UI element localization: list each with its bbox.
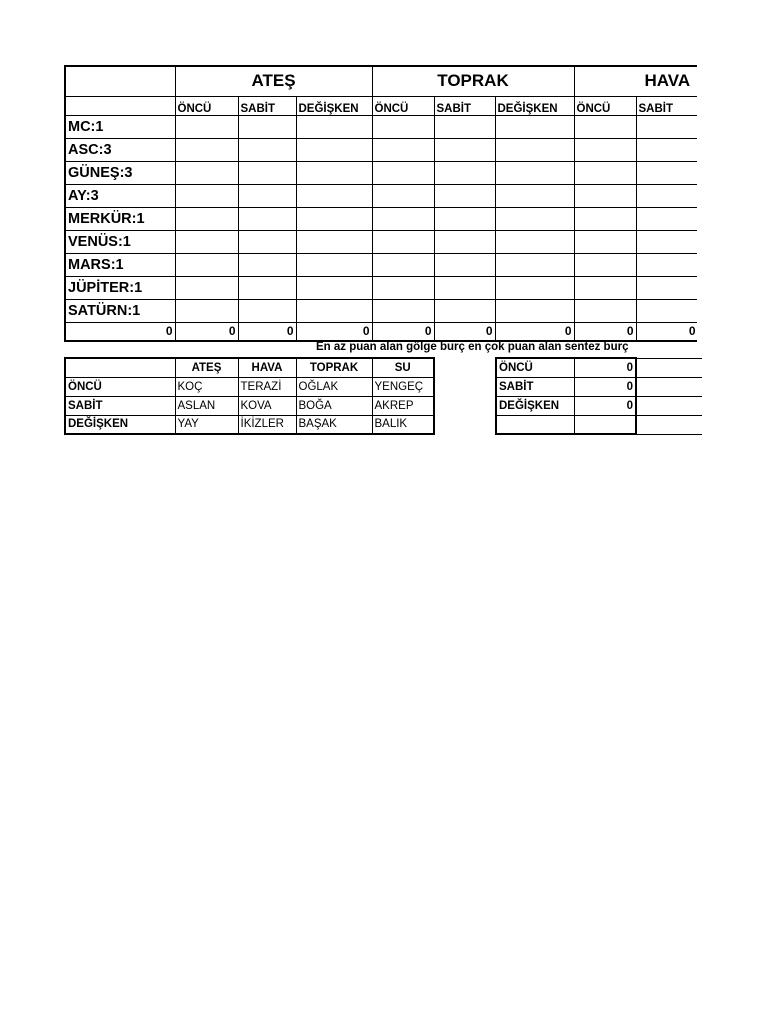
planet-label: GÜNEŞ:3 xyxy=(65,161,175,184)
score-value: 0 xyxy=(574,396,636,415)
group-header-toprak: TOPRAK xyxy=(372,66,574,96)
sign-header-ates: ATEŞ xyxy=(175,358,238,377)
score-input-cell[interactable] xyxy=(175,138,238,161)
score-input-cell[interactable] xyxy=(372,276,434,299)
score-input-cell[interactable] xyxy=(372,161,434,184)
score-input-cell[interactable] xyxy=(175,230,238,253)
modality-label: DEĞİŞKEN xyxy=(65,415,175,434)
total-cell: 0 xyxy=(296,322,372,341)
score-input-cell[interactable] xyxy=(238,207,296,230)
score-input-cell[interactable] xyxy=(495,253,574,276)
total-cell: 0 xyxy=(65,322,175,341)
subheader-row xyxy=(65,96,760,115)
total-cell: 0 xyxy=(175,322,238,341)
score-note: En az puan alan gölge burç en çok puan alan sentez burç xyxy=(316,341,629,353)
subheader-cell: ÖNCÜ xyxy=(175,96,238,115)
score-input-cell[interactable] xyxy=(434,138,495,161)
subheader-cell: DEĞİŞKEN xyxy=(296,96,372,115)
planet-label: JÜPİTER:1 xyxy=(65,276,175,299)
score-input-cell[interactable] xyxy=(238,276,296,299)
planet-label: SATÜRN:1 xyxy=(65,299,175,322)
score-input-cell[interactable] xyxy=(434,299,495,322)
score-input-cell[interactable] xyxy=(636,230,698,253)
total-cell: 0 xyxy=(372,322,434,341)
subheader-cell: DEĞİŞKEN xyxy=(495,96,574,115)
planet-label: MC:1 xyxy=(65,115,175,138)
planet-row xyxy=(65,299,760,322)
sheet-clip-edge xyxy=(697,60,768,460)
sign-corner-cell[interactable] xyxy=(65,358,175,377)
sign-name-cell: BOĞA xyxy=(296,396,372,415)
score-input-cell[interactable] xyxy=(574,230,636,253)
sign-name-cell: YENGEÇ xyxy=(372,377,434,396)
sign-header-hava: HAVA xyxy=(238,358,296,377)
planet-row xyxy=(65,115,760,138)
sign-table xyxy=(64,357,435,435)
score-input-cell[interactable] xyxy=(296,299,372,322)
score-input-cell[interactable] xyxy=(574,184,636,207)
score-input-cell[interactable] xyxy=(495,230,574,253)
score-input-cell[interactable] xyxy=(434,184,495,207)
score-label: DEĞİŞKEN xyxy=(496,396,574,415)
planet-row xyxy=(65,207,760,230)
subheader-cell: SABİT xyxy=(434,96,495,115)
score-row xyxy=(496,377,702,396)
score-input-cell[interactable] xyxy=(372,253,434,276)
score-input-cell[interactable] xyxy=(175,276,238,299)
score-input-cell[interactable] xyxy=(495,138,574,161)
modality-label: ÖNCÜ xyxy=(65,377,175,396)
score-label: SABİT xyxy=(496,377,574,396)
corner-cell[interactable] xyxy=(65,66,175,96)
score-row xyxy=(496,396,702,415)
subheader-cell: SABİT xyxy=(238,96,296,115)
score-input-cell[interactable] xyxy=(175,299,238,322)
score-input-cell[interactable] xyxy=(574,299,636,322)
sign-row xyxy=(65,377,434,396)
planet-element-grid xyxy=(64,65,761,342)
score-input-cell[interactable] xyxy=(636,276,698,299)
score-input-cell[interactable] xyxy=(175,184,238,207)
subheader-cell: SABİT xyxy=(636,96,698,115)
sign-row xyxy=(65,396,434,415)
score-input-cell[interactable] xyxy=(372,299,434,322)
main-table xyxy=(64,65,761,342)
score-input-cell[interactable] xyxy=(574,161,636,184)
sign-name-cell: BALIK xyxy=(372,415,434,434)
score-input-cell[interactable] xyxy=(372,115,434,138)
score-extra-cell[interactable] xyxy=(636,396,702,415)
planet-label: AY:3 xyxy=(65,184,175,207)
subheader-cell: ÖNCÜ xyxy=(372,96,434,115)
score-input-cell[interactable] xyxy=(636,138,698,161)
score-input-cell[interactable] xyxy=(175,207,238,230)
score-input-cell[interactable] xyxy=(574,276,636,299)
score-input-cell[interactable] xyxy=(434,207,495,230)
score-input-cell[interactable] xyxy=(296,207,372,230)
score-input-cell[interactable] xyxy=(495,207,574,230)
score-input-cell[interactable] xyxy=(574,207,636,230)
planet-label: MARS:1 xyxy=(65,253,175,276)
score-input-cell[interactable] xyxy=(434,115,495,138)
score-table xyxy=(495,357,702,435)
subheader-cell: ÖNCÜ xyxy=(574,96,636,115)
sign-name-cell: YAY xyxy=(175,415,238,434)
score-input-cell[interactable] xyxy=(495,161,574,184)
sign-name-cell: KOÇ xyxy=(175,377,238,396)
score-value: 0 xyxy=(574,358,636,377)
score-input-cell[interactable] xyxy=(296,115,372,138)
sign-name-cell: TERAZİ xyxy=(238,377,296,396)
score-row xyxy=(496,415,702,434)
planet-label: VENÜS:1 xyxy=(65,230,175,253)
score-input-cell[interactable] xyxy=(495,276,574,299)
score-input-cell[interactable] xyxy=(574,253,636,276)
total-cell: 0 xyxy=(574,322,636,341)
score-input-cell[interactable] xyxy=(372,138,434,161)
score-input-cell[interactable] xyxy=(434,276,495,299)
score-input-cell[interactable] xyxy=(495,184,574,207)
score-input-cell[interactable] xyxy=(574,115,636,138)
planet-label: ASC:3 xyxy=(65,138,175,161)
totals-row xyxy=(65,322,760,341)
score-input-cell[interactable] xyxy=(372,207,434,230)
score-input-cell[interactable] xyxy=(495,115,574,138)
score-input-cell[interactable] xyxy=(495,299,574,322)
score-input-cell[interactable] xyxy=(296,276,372,299)
score-input-cell[interactable] xyxy=(296,253,372,276)
sign-name-cell: ASLAN xyxy=(175,396,238,415)
score-input-cell[interactable] xyxy=(175,115,238,138)
score-input-cell[interactable] xyxy=(434,161,495,184)
planet-row xyxy=(65,276,760,299)
sign-header-su: SU xyxy=(372,358,434,377)
score-value: 0 xyxy=(574,377,636,396)
score-input-cell[interactable] xyxy=(434,253,495,276)
planet-row xyxy=(65,161,760,184)
group-header-hava: HAVA xyxy=(574,66,760,96)
score-input-cell[interactable] xyxy=(238,299,296,322)
planet-row xyxy=(65,253,760,276)
total-cell: 0 xyxy=(495,322,574,341)
sign-header-row xyxy=(65,358,434,377)
score-input-cell[interactable] xyxy=(238,230,296,253)
total-cell: 0 xyxy=(238,322,296,341)
score-input-cell[interactable] xyxy=(238,253,296,276)
sign-name-cell: AKREP xyxy=(372,396,434,415)
planet-label: MERKÜR:1 xyxy=(65,207,175,230)
score-input-cell[interactable] xyxy=(372,184,434,207)
score-input-cell[interactable] xyxy=(296,161,372,184)
score-input-cell[interactable] xyxy=(238,161,296,184)
score-input-cell[interactable] xyxy=(574,138,636,161)
score-input-cell[interactable] xyxy=(636,184,698,207)
score-value xyxy=(574,415,636,434)
score-input-cell[interactable] xyxy=(636,161,698,184)
sign-row xyxy=(65,415,434,434)
score-input-cell[interactable] xyxy=(296,184,372,207)
score-input-cell[interactable] xyxy=(175,253,238,276)
score-input-cell[interactable] xyxy=(238,115,296,138)
score-input-cell[interactable] xyxy=(175,161,238,184)
score-label xyxy=(496,415,574,434)
sign-reference-grid xyxy=(64,357,435,435)
planet-row xyxy=(65,184,760,207)
score-input-cell[interactable] xyxy=(238,184,296,207)
group-header-ates: ATEŞ xyxy=(175,66,372,96)
score-input-cell[interactable] xyxy=(434,230,495,253)
modality-label: SABİT xyxy=(65,396,175,415)
subheader-empty[interactable] xyxy=(65,96,175,115)
score-extra-cell[interactable] xyxy=(636,358,702,377)
score-extra-cell[interactable] xyxy=(636,377,702,396)
sign-header-toprak: TOPRAK xyxy=(296,358,372,377)
score-input-cell[interactable] xyxy=(636,253,698,276)
sign-name-cell: OĞLAK xyxy=(296,377,372,396)
score-input-cell[interactable] xyxy=(636,299,698,322)
score-input-cell[interactable] xyxy=(296,230,372,253)
score-extra-cell[interactable] xyxy=(636,415,702,434)
score-input-cell[interactable] xyxy=(636,207,698,230)
score-input-cell[interactable] xyxy=(238,138,296,161)
planet-row xyxy=(65,230,760,253)
total-cell: 0 xyxy=(434,322,495,341)
total-cell: 0 xyxy=(636,322,698,341)
score-input-cell[interactable] xyxy=(296,138,372,161)
modality-score-grid xyxy=(495,357,702,435)
sign-name-cell: BAŞAK xyxy=(296,415,372,434)
sign-name-cell: KOVA xyxy=(238,396,296,415)
planet-row xyxy=(65,138,760,161)
score-input-cell[interactable] xyxy=(636,115,698,138)
score-row xyxy=(496,358,702,377)
sign-name-cell: İKİZLER xyxy=(238,415,296,434)
score-input-cell[interactable] xyxy=(372,230,434,253)
score-label: ÖNCÜ xyxy=(496,358,574,377)
